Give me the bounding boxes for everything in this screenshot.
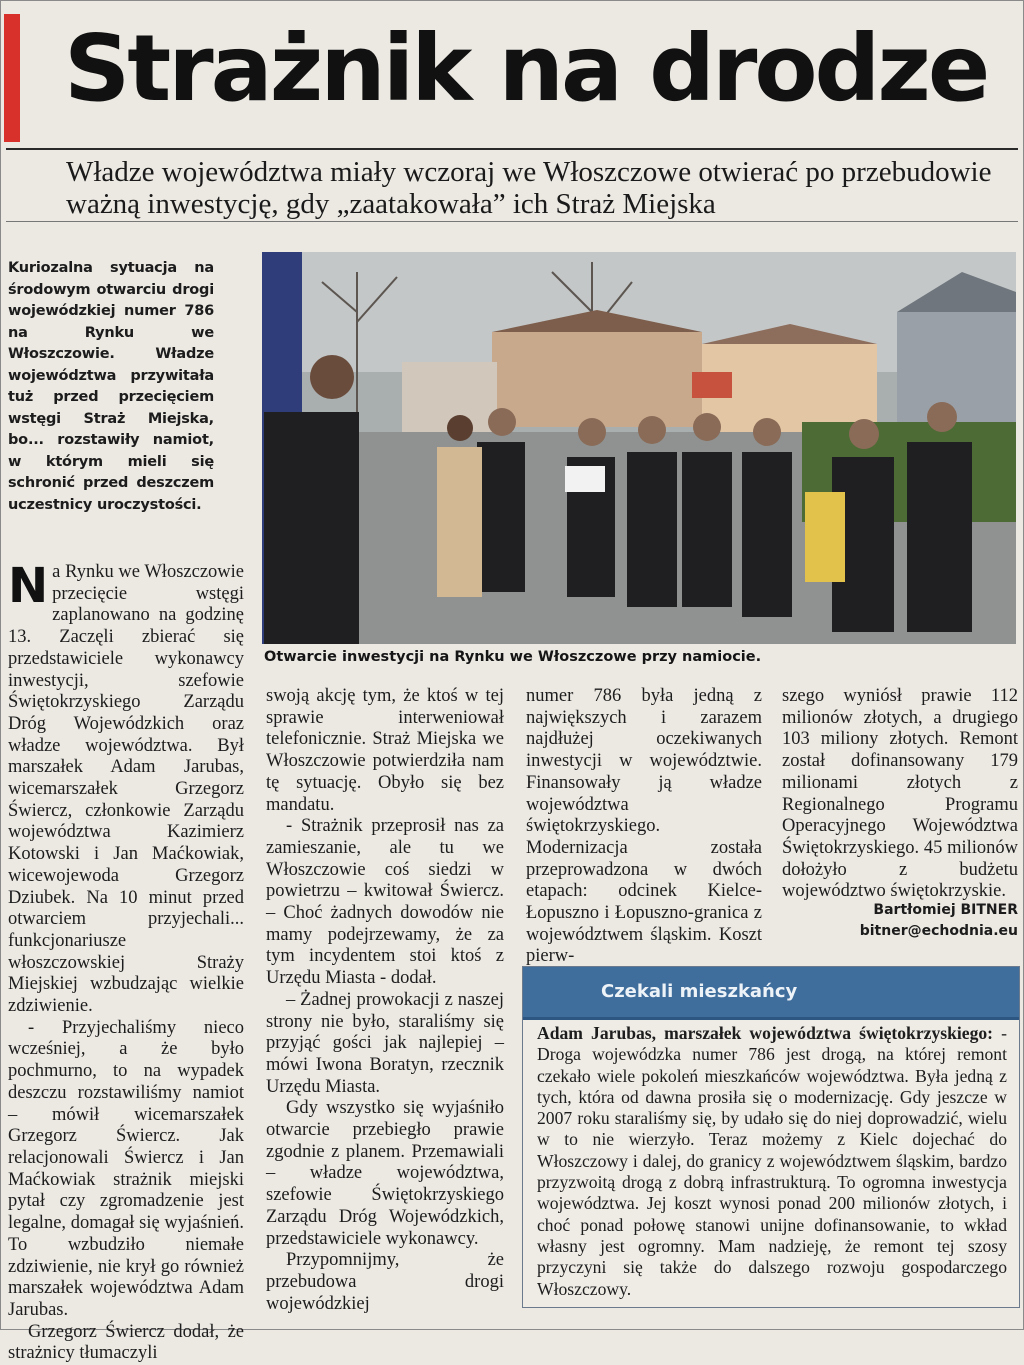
sidebar-title: Czekali mieszkańcy [601, 981, 798, 1002]
article-paragraph: Grzegorz Świercz dodał, że strażnicy tłumaczyli [8, 1321, 244, 1364]
article-column-3 [526, 686, 762, 968]
sidebar-quote-text: - Droga wojewódzka numer 786 jest drogą, na której remont czekało wiele pokoleń mieszkańców województwa. Była jedną z tych, która od dawna prosiła się o modernizację. Gdy jeszcze w 2007 roku staraliśmy się, by udało się do niej doprowadzić, wielu w to nie wierzyło. Teraz możemy z Kielc dojechać do Włoszczowy i dalej, do granicy z województwem śląskim, bardzo przyzwoitą drogą z dobrą infrastrukturą. To ogromna inwestycja województwa. Jej koszt wynosi ponad 200 milionów złotych, i choć ponad połowę stanowi unijne dofinansowanie, to wkład własny jest ogromny. Mam nadzieję, że remont tej szosy przyczyni się także do dalszego rozwoju gospodarczego Włoszczowy. [537, 1023, 1007, 1299]
article-paragraph: - Strażnik przeprosił nas za zamieszanie, ale tu we Włoszczowie coś siedzi w powietrzu – kwitował Świercz. – Choć żadnych dowodów nie mamy podejrzewamy, że za tym incydentem stoi ktoś z Urzędu Miasta - dodał. [266, 816, 504, 989]
photo-caption: Otwarcie inwestycji na Rynku we Włoszczowe przy namiocie. [264, 649, 762, 665]
photo-illustration [262, 252, 1016, 644]
byline [780, 900, 1018, 942]
lead-paragraph: Kuriozalna sytuacja na środowym otwarciu drogi wojewódzkiej numer 786 na Rynku we Włoszczowie. Władze województwa przywitała tuż przed przecięciem wstęgi Straż Miejska, bo... rozstawiły namiot, w którym mieli się schronić przed deszczem uczestnicy uroczystości. [8, 260, 214, 513]
drop-cap: N [8, 558, 49, 614]
sidebar-box [522, 966, 1020, 1308]
headline-rule [6, 148, 1018, 150]
article-paragraph: Gdy wszystko się wyjaśniło otwarcie przebiegło prawie zgodnie z planem. Przemawiali – władze województwa, szefowie Świętokrzyskiego Zarządu Dróg Wojewódzkich, przedstawiciele wykonawcy. [266, 1098, 504, 1249]
sidebar-header [523, 967, 1019, 1020]
article-paragraph: Przypomnijmy, że przebudowa drogi wojewódzkiej [266, 1250, 504, 1314]
article-column-1 [8, 558, 244, 1365]
article-paragraph [8, 558, 244, 1018]
sidebar-quote [537, 1023, 1007, 1300]
headline: Strażnik na drodze [64, 15, 988, 122]
article-paragraph: – Żadnej prowokacji z naszej strony nie było, staraliśmy się przyjąć gości jak najlepiej – mówi Iwona Boratyn, rzecznik Urzędu Miasta. [266, 989, 504, 1097]
article-paragraph: swoją akcję tym, że ktoś w tej sprawie interweniował telefonicznie. Straż Miejska we Włoszczowie potwierdziła nam tę sytuację. Obyło się bez mandatu. [266, 686, 504, 815]
subheadline-rule [6, 221, 1018, 222]
article-paragraph: numer 786 była jedną z największych i zarazem najdłużej oczekiwanych inwestycji w województwie. Finansowały ją władze województwa świętokrzyskiego. Modernizacja została przeprowadzona w dwóch etapach: odcinek Kielce-Łopuszno i Łopuszno-granica z województwem śląskim. Koszt pierw- [526, 686, 762, 967]
author-name: Bartłomiej BITNER [873, 902, 1018, 918]
news-photo [262, 252, 1016, 644]
article-paragraph: - Przyjechaliśmy nieco wcześniej, a że było pochmurno, to na wypadek deszczu rozstawiliśmy namiot – mówił wicemarszałek Grzegorz Świercz. Jak relacjonowali Świercz i Jan Maćkowiak strażnik miejski pytał czy zgromadzenie jest legalne, domagał się wyjaśnień. To wzbudziło niemałe zdziwienie, nie krył go również marszałek województwa Adam Jarubas. [8, 1017, 244, 1320]
section-color-bar [4, 14, 20, 142]
article-text: a Rynku we Włoszczowie przecięcie wstęgi zaplanowano na godzinę 13. Zaczęli zbierać się przedstawiciele wykonawcy inwestycji, szefowie Świętokrzyskiego Zarządu Dróg Wojewódzkich oraz władze województwa. Był marszałek Adam Jarubas, wicemarszałek Grzegorz Świercz, członkowie Zarządu województwa Kazimierz Kotowski i Jan Maćkowiak, wicewojewoda Grzegorz Dziubek. Na 10 minut przed otwarciem przyjechali... funkcjonariusze włoszczowskiej Straży Miejskiej wzbudzając wielkie zdziwienie. [8, 562, 244, 1017]
article-column-4 [782, 686, 1018, 903]
author-email: bitner@echodnia.eu [859, 923, 1018, 939]
subheadline: Władze województwa miały wczoraj we Włoszczowe otwierać po przebudowie ważną inwestycję, gdy „zaatakowała” ich Straż Miejska [66, 156, 992, 220]
article-column-2 [266, 686, 504, 1315]
article-paragraph: szego wyniósł prawie 112 milionów złotych, a drugiego 103 miliony złotych. Remont został dofinansowany 179 milionami złotych z Regionalnego Programu Operacyjnego Województwa Świętokrzyskiego. 45 milionów dołożyło z budżetu województwo świętokrzyskie. [782, 686, 1018, 902]
sidebar-speaker: Adam Jarubas, marszałek województwa świętokrzyskiego: [537, 1023, 994, 1043]
